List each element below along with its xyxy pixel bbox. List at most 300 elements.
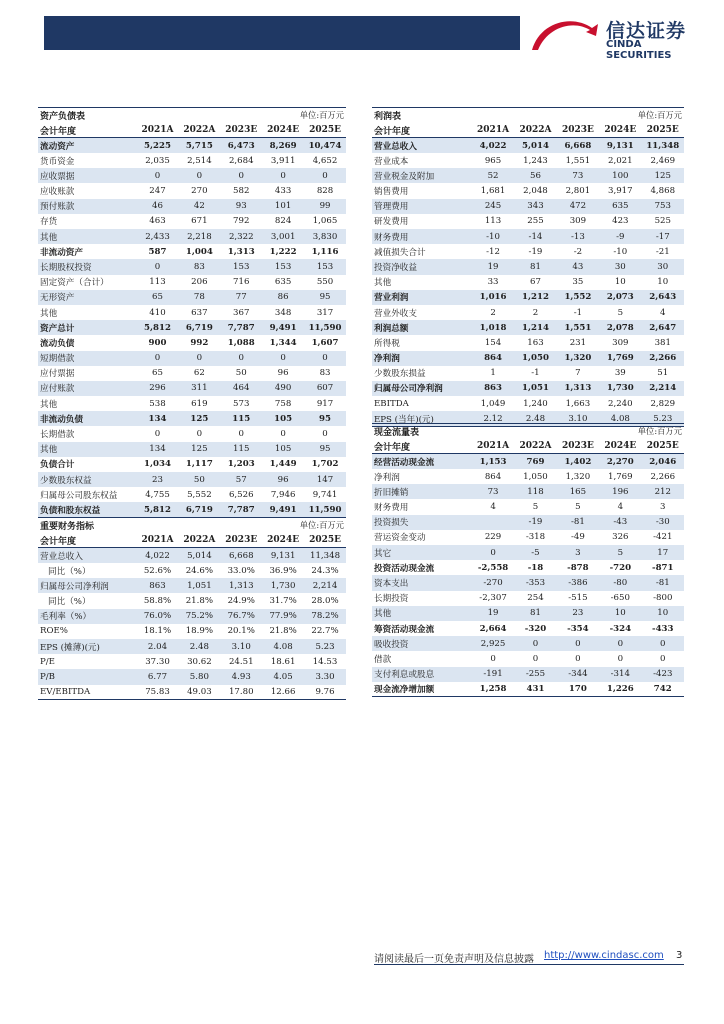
row-value: 1,117 bbox=[185, 459, 213, 470]
row-value: -9 bbox=[599, 229, 641, 244]
row-value: 31.7% bbox=[269, 596, 297, 607]
row-label: 应收票据 bbox=[38, 168, 137, 183]
row-value: -800 bbox=[653, 593, 673, 604]
table-unit: 单位:百万元 bbox=[220, 518, 346, 533]
row-value: 431 bbox=[514, 682, 556, 697]
row-value: 86 bbox=[262, 290, 304, 305]
table-row bbox=[38, 183, 346, 198]
row-label: 投资损失 bbox=[372, 515, 472, 530]
row-value: 95 bbox=[304, 411, 346, 426]
year-header: 2021A bbox=[137, 123, 179, 138]
row-value: 0 bbox=[196, 429, 203, 440]
row-value: 93 bbox=[220, 199, 262, 214]
row-value: 6,526 bbox=[228, 489, 254, 500]
row-label: 投资活动现金流 bbox=[374, 563, 435, 574]
row-value: 96 bbox=[277, 368, 289, 379]
row-value: 309 bbox=[612, 337, 629, 348]
row-label: 吸收投资 bbox=[372, 636, 472, 651]
row-value: 21.8% bbox=[269, 626, 297, 637]
row-value: 587 bbox=[148, 246, 167, 257]
row-value: 1,551 bbox=[565, 155, 591, 166]
row-value: 0 bbox=[472, 545, 514, 560]
row-value: 1,050 bbox=[523, 471, 548, 482]
row-value: 58.8% bbox=[143, 596, 172, 607]
row-label: 负债和股东权益 bbox=[38, 502, 137, 517]
row-label: 减值损失合计 bbox=[374, 247, 426, 258]
row-value: -720 bbox=[609, 562, 632, 573]
table-row bbox=[38, 624, 346, 639]
row-value: 1,088 bbox=[227, 337, 255, 348]
row-value: 769 bbox=[514, 454, 556, 469]
row-value: 9,131 bbox=[599, 138, 641, 153]
table-title-row bbox=[38, 108, 346, 123]
row-value: -354 bbox=[567, 623, 589, 634]
row-value: 2.12 bbox=[472, 411, 514, 426]
table-row bbox=[38, 426, 346, 441]
row-value: 6,668 bbox=[557, 138, 599, 153]
income-statement-table bbox=[372, 107, 684, 427]
row-value: 212 bbox=[642, 484, 684, 499]
table-row bbox=[372, 682, 684, 697]
table-row bbox=[372, 290, 684, 305]
row-value: 10 bbox=[657, 277, 669, 288]
row-value: -314 bbox=[599, 667, 641, 682]
row-value: 113 bbox=[149, 277, 166, 288]
row-value: 96 bbox=[262, 472, 304, 487]
row-value: 153 bbox=[304, 259, 346, 274]
row-value: 1,313 bbox=[557, 381, 599, 396]
table-title-row bbox=[38, 518, 346, 533]
table-row bbox=[38, 153, 346, 168]
row-value: 1,681 bbox=[480, 186, 506, 197]
row-value: 917 bbox=[316, 398, 334, 409]
row-label: 应收账款 bbox=[40, 187, 75, 198]
table-title: 重要财务指标 bbox=[38, 518, 220, 533]
row-value: 5.23 bbox=[304, 639, 346, 654]
row-value: -423 bbox=[642, 667, 684, 682]
year-header: 2024E bbox=[599, 439, 641, 454]
row-value: 43 bbox=[557, 259, 599, 274]
year-header: 2025E bbox=[642, 439, 684, 454]
row-value: 113 bbox=[484, 216, 502, 227]
row-value: 1,730 bbox=[599, 381, 641, 396]
row-label: 长期股权投资 bbox=[38, 259, 137, 274]
row-value: 77 bbox=[220, 290, 262, 305]
balance-sheet-table bbox=[38, 107, 346, 518]
row-value: 56 bbox=[514, 168, 556, 183]
table-row bbox=[372, 621, 684, 636]
row-value: 4 bbox=[617, 502, 624, 513]
table-row bbox=[372, 606, 684, 621]
row-value: 2.48 bbox=[514, 411, 556, 426]
row-label: 经营活动现金流 bbox=[372, 454, 472, 469]
row-value: 317 bbox=[316, 307, 334, 318]
row-value: 0 bbox=[154, 429, 161, 440]
row-value: -320 bbox=[524, 623, 547, 634]
row-value: -81 bbox=[642, 575, 684, 590]
table-row bbox=[372, 469, 684, 484]
row-value: -515 bbox=[568, 593, 588, 604]
table-row bbox=[38, 442, 346, 457]
row-value: 0 bbox=[178, 351, 220, 366]
row-label: 非流动资产 bbox=[40, 247, 83, 258]
row-value: 81 bbox=[514, 606, 556, 621]
row-value: 5,812 bbox=[137, 502, 179, 517]
row-value: 196 bbox=[599, 484, 641, 499]
row-value: 367 bbox=[233, 307, 250, 318]
row-value: 4.93 bbox=[220, 669, 262, 684]
row-value: 36.9% bbox=[269, 565, 297, 576]
row-label: 营业税金及附加 bbox=[372, 168, 472, 183]
table-row bbox=[38, 487, 346, 502]
table-row bbox=[38, 639, 346, 654]
row-value: 18.61 bbox=[270, 656, 296, 667]
row-value: 18.9% bbox=[185, 626, 214, 637]
row-value: -2 bbox=[573, 246, 583, 257]
year-header: 2021A bbox=[472, 439, 514, 454]
row-value: 115 bbox=[220, 442, 262, 457]
row-value: 381 bbox=[654, 337, 671, 348]
row-value: 0 bbox=[599, 636, 641, 651]
row-value: 4 bbox=[490, 502, 496, 513]
row-value: 0 bbox=[557, 636, 599, 651]
row-value: 30 bbox=[599, 259, 641, 274]
row-value: 2,664 bbox=[479, 623, 507, 634]
table-row bbox=[372, 636, 684, 651]
row-value: 0 bbox=[490, 653, 496, 664]
row-value: 83 bbox=[319, 368, 331, 379]
row-value: 0 bbox=[262, 351, 304, 366]
row-value: 3.10 bbox=[220, 639, 262, 654]
row-value: 3.30 bbox=[304, 669, 346, 684]
row-value: 1,226 bbox=[599, 682, 641, 697]
table-title: 现金流量表 bbox=[372, 424, 557, 439]
table-row bbox=[38, 396, 346, 411]
row-value: 245 bbox=[472, 199, 514, 214]
row-value: 0 bbox=[262, 168, 304, 183]
row-value: 0 bbox=[304, 168, 346, 183]
table-row bbox=[38, 593, 346, 608]
row-value: 0 bbox=[532, 653, 539, 664]
row-label: 归属母公司净利润 bbox=[372, 381, 472, 396]
row-value: 73 bbox=[472, 484, 514, 499]
row-label: 资产总计 bbox=[38, 320, 137, 335]
row-value: 1,313 bbox=[227, 246, 255, 257]
row-value: 5 bbox=[575, 502, 581, 513]
row-value: 81 bbox=[514, 259, 556, 274]
row-value: 2,643 bbox=[642, 290, 684, 305]
row-label: EPS (当年)(元) bbox=[372, 411, 472, 426]
row-value: 57 bbox=[220, 472, 262, 487]
row-value: -81 bbox=[557, 515, 599, 530]
table-row bbox=[372, 335, 684, 350]
year-header: 2024E bbox=[262, 533, 304, 548]
row-value: 154 bbox=[484, 337, 502, 348]
row-value: 30 bbox=[642, 259, 684, 274]
table-row bbox=[372, 229, 684, 244]
table-row bbox=[38, 654, 346, 669]
table-row bbox=[372, 199, 684, 214]
table-row bbox=[372, 545, 684, 560]
row-value: -344 bbox=[557, 667, 599, 682]
row-value: 28.0% bbox=[311, 596, 339, 607]
row-value: 65 bbox=[137, 290, 179, 305]
row-value: 14.53 bbox=[312, 656, 338, 667]
year-header: 2025E bbox=[304, 123, 346, 138]
row-value: 5,812 bbox=[137, 320, 179, 335]
row-value: 1,018 bbox=[472, 320, 514, 335]
row-value: 0 bbox=[642, 636, 684, 651]
row-label: 同比（%） bbox=[48, 566, 91, 577]
row-value: 637 bbox=[191, 307, 208, 318]
row-value: 247 bbox=[149, 186, 166, 197]
row-value: 742 bbox=[642, 682, 684, 697]
row-value: 5,715 bbox=[178, 138, 220, 153]
row-value: 864 bbox=[472, 351, 514, 366]
row-value: 716 bbox=[233, 277, 250, 288]
row-label: 研发费用 bbox=[374, 217, 409, 228]
row-label: 营业外收支 bbox=[374, 308, 417, 319]
row-label: 投资净收益 bbox=[372, 259, 472, 274]
table-row bbox=[372, 275, 684, 290]
year-header: 2021A bbox=[472, 123, 514, 138]
row-value: 2,514 bbox=[187, 155, 212, 166]
table-row bbox=[372, 381, 684, 396]
row-value: 5,014 bbox=[178, 548, 220, 563]
table-row bbox=[372, 667, 684, 682]
row-value: 1,016 bbox=[472, 290, 514, 305]
row-label: 财务费用 bbox=[372, 229, 472, 244]
key-indicators-table bbox=[38, 517, 346, 700]
row-value: 2,801 bbox=[565, 186, 591, 197]
row-value: 1,769 bbox=[608, 471, 633, 482]
row-value: 99 bbox=[304, 199, 346, 214]
row-value: 3,911 bbox=[270, 155, 296, 166]
table-row bbox=[372, 575, 684, 590]
row-value: 1,320 bbox=[565, 471, 591, 482]
header-label: 会计年度 bbox=[38, 123, 137, 138]
row-value: -80 bbox=[599, 575, 641, 590]
year-header: 2023E bbox=[557, 439, 599, 454]
row-value: 30.62 bbox=[187, 656, 212, 667]
row-value: 10 bbox=[614, 277, 626, 288]
row-value: 3,830 bbox=[304, 229, 346, 244]
row-value: 1,004 bbox=[185, 246, 213, 257]
row-value: 0 bbox=[280, 429, 286, 440]
row-value: 1,402 bbox=[557, 454, 599, 469]
row-value: -10 bbox=[472, 229, 514, 244]
table-row bbox=[38, 229, 346, 244]
row-value: 163 bbox=[527, 337, 544, 348]
row-value: 24.3% bbox=[311, 565, 339, 576]
row-value: 6,668 bbox=[220, 548, 262, 563]
row-value: 35 bbox=[572, 277, 584, 288]
table-row bbox=[38, 168, 346, 183]
year-header: 2024E bbox=[262, 123, 304, 138]
row-value: 1,663 bbox=[565, 398, 591, 409]
row-value: 464 bbox=[220, 381, 262, 396]
row-value: 105 bbox=[262, 411, 304, 426]
row-value: 2,078 bbox=[599, 320, 641, 335]
row-value: 9,741 bbox=[312, 489, 338, 500]
row-value: 2.48 bbox=[178, 639, 220, 654]
row-value: 1,203 bbox=[227, 459, 255, 470]
row-label: 营业利润 bbox=[372, 290, 472, 305]
row-value: 758 bbox=[274, 398, 292, 409]
row-value: -191 bbox=[472, 667, 514, 682]
row-value: 78 bbox=[178, 290, 220, 305]
row-value: 73 bbox=[557, 168, 599, 183]
row-value: 607 bbox=[304, 381, 346, 396]
row-label: 其他 bbox=[38, 442, 137, 457]
row-value: 1,240 bbox=[523, 398, 548, 409]
row-value: 134 bbox=[137, 442, 179, 457]
row-value: 2,925 bbox=[472, 636, 514, 651]
row-value: 2,829 bbox=[650, 398, 676, 409]
row-label: 其他 bbox=[40, 399, 58, 410]
row-value: 1,222 bbox=[269, 246, 297, 257]
row-value: 619 bbox=[191, 398, 208, 409]
row-label: 筹资活动现金流 bbox=[374, 624, 435, 635]
row-value: 51 bbox=[657, 368, 669, 379]
row-value: 254 bbox=[527, 593, 544, 604]
row-label: 借款 bbox=[374, 654, 392, 665]
year-header: 2023E bbox=[557, 123, 599, 138]
table-row bbox=[38, 502, 346, 517]
row-value: -18 bbox=[527, 562, 544, 573]
table-row bbox=[38, 472, 346, 487]
row-value: 1,116 bbox=[311, 246, 339, 257]
row-label: 资本支出 bbox=[372, 575, 472, 590]
row-value: 538 bbox=[149, 398, 166, 409]
header-label: 会计年度 bbox=[372, 123, 472, 138]
row-value: 2,266 bbox=[650, 471, 676, 482]
row-value: 4,755 bbox=[145, 489, 170, 500]
row-value: 3,001 bbox=[262, 229, 304, 244]
year-header: 2024E bbox=[599, 123, 641, 138]
row-value: 118 bbox=[514, 484, 556, 499]
table-header-row bbox=[372, 123, 684, 138]
row-value: -878 bbox=[567, 562, 589, 573]
row-label: 存货 bbox=[40, 217, 58, 228]
row-value: 1,320 bbox=[557, 351, 599, 366]
row-value: 115 bbox=[220, 411, 262, 426]
row-label: 营业总收入 bbox=[372, 138, 472, 153]
row-value: 4 bbox=[660, 307, 666, 318]
table-unit: 单位:百万元 bbox=[557, 108, 684, 123]
row-label: 负债合计 bbox=[40, 460, 75, 471]
table-row bbox=[38, 685, 346, 700]
table-row bbox=[38, 411, 346, 426]
table-header-row bbox=[38, 533, 346, 548]
row-value: 0 bbox=[660, 653, 666, 664]
table-row bbox=[372, 214, 684, 229]
row-value: 2,266 bbox=[642, 351, 684, 366]
row-value: 2 bbox=[532, 307, 539, 318]
row-value: 1,344 bbox=[269, 337, 297, 348]
row-value: 1 bbox=[490, 368, 496, 379]
table-row bbox=[38, 563, 346, 578]
row-value: 17 bbox=[642, 545, 684, 560]
table-unit: 单位:百万元 bbox=[220, 108, 346, 123]
row-value: 5 bbox=[532, 502, 539, 513]
row-value: 6,719 bbox=[178, 320, 220, 335]
row-value: 423 bbox=[612, 216, 629, 227]
row-value: 309 bbox=[569, 216, 587, 227]
table-row bbox=[372, 530, 684, 545]
row-value: 992 bbox=[190, 337, 209, 348]
row-value: 824 bbox=[274, 216, 292, 227]
row-value: 5,014 bbox=[514, 138, 556, 153]
row-value: 12.66 bbox=[262, 685, 304, 700]
table-row bbox=[372, 396, 684, 411]
row-value: 165 bbox=[557, 484, 599, 499]
row-value: 5.80 bbox=[178, 669, 220, 684]
row-value: -2,307 bbox=[479, 593, 507, 604]
row-value: 10,474 bbox=[304, 138, 346, 153]
row-value: -13 bbox=[557, 229, 599, 244]
row-value: 0 bbox=[137, 259, 179, 274]
table-row bbox=[38, 305, 346, 320]
table-row bbox=[372, 244, 684, 259]
table-title: 利润表 bbox=[372, 108, 557, 123]
row-label: 其他 bbox=[372, 606, 472, 621]
row-value: 582 bbox=[233, 186, 250, 197]
row-value: 1,050 bbox=[514, 351, 556, 366]
row-label: EV/EBITDA bbox=[38, 685, 137, 700]
row-label: 归属母公司股东权益 bbox=[40, 490, 118, 501]
row-value: 6,473 bbox=[220, 138, 262, 153]
row-value: 863 bbox=[137, 578, 179, 593]
table-title: 资产负债表 bbox=[38, 108, 220, 123]
row-value: 900 bbox=[148, 337, 167, 348]
table-row bbox=[38, 259, 346, 274]
row-label: EBITDA bbox=[374, 398, 409, 409]
row-value: 4,868 bbox=[650, 186, 676, 197]
row-value: 5.23 bbox=[642, 411, 684, 426]
row-value: 11,348 bbox=[304, 548, 346, 563]
row-label: 营业总收入 bbox=[38, 548, 137, 563]
row-value: 5 bbox=[599, 545, 641, 560]
row-value: -318 bbox=[525, 532, 546, 543]
year-header: 2022A bbox=[178, 533, 220, 548]
row-value: 1,051 bbox=[514, 381, 556, 396]
row-value: 11,348 bbox=[642, 138, 684, 153]
row-value: -433 bbox=[652, 623, 674, 634]
row-value: 24.51 bbox=[228, 656, 254, 667]
row-value: 0 bbox=[220, 351, 262, 366]
row-value: 18.1% bbox=[143, 626, 172, 637]
table-row bbox=[38, 669, 346, 684]
row-label: 折旧摊销 bbox=[372, 484, 472, 499]
row-value: -10 bbox=[613, 246, 628, 257]
row-label: 无形资产 bbox=[38, 290, 137, 305]
row-value bbox=[472, 515, 514, 530]
footer-website-link[interactable]: http://www.cindasc.com bbox=[544, 950, 664, 961]
row-label: 营业成本 bbox=[374, 156, 409, 167]
row-value: 863 bbox=[472, 381, 514, 396]
row-label: 其他 bbox=[374, 278, 392, 289]
row-value: 3 bbox=[557, 545, 599, 560]
row-value: 95 bbox=[304, 442, 346, 457]
row-value: 33 bbox=[487, 277, 499, 288]
row-value: 1,065 bbox=[312, 216, 338, 227]
row-value: 2,647 bbox=[642, 320, 684, 335]
table-row bbox=[38, 244, 346, 259]
logo-english-name: CINDA SECURITIES bbox=[606, 39, 672, 61]
row-value: 2,035 bbox=[145, 155, 170, 166]
row-value: 753 bbox=[642, 199, 684, 214]
